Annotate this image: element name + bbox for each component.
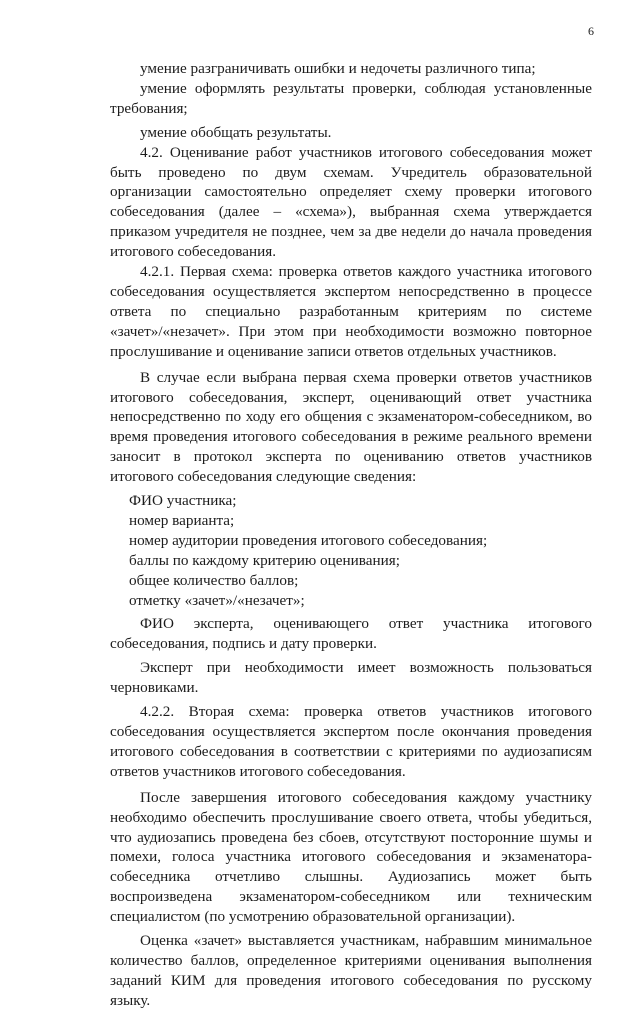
paragraph: ФИО эксперта, оценивающего ответ участника итогового собеседования, подпись и дату проверки. <box>110 615 592 653</box>
paragraph: 4.2.2. Вторая схема: проверка ответов участников итогового собеседования осуществляется экспертом после окончания проведения итогового собеседования в соответствии с критериями по аудиозаписям ответов участников итогового собеседования. <box>110 703 592 780</box>
list-item: номер аудитории проведения итогового собеседования; <box>129 531 488 549</box>
paragraph: После завершения итогового собеседования каждому участнику необходимо обеспечить прослушивание своего ответа, чтобы убедиться, что аудиозапись проведена без сбоев, отсутствуют посторонние шумы и помехи, голоса участника итогового собеседования и экзаменатора-собеседника отчетливо слышны. Аудиозапись может быть воспроизведена экзаменатором-собеседником или техническим специалистом (по усмотрению образовательной организации). <box>110 788 592 926</box>
list-item: номер варианта; <box>129 511 235 529</box>
paragraph: Эксперт при необходимости имеет возможность пользоваться черновиками. <box>110 659 592 697</box>
list-item: баллы по каждому критерию оценивания; <box>129 551 400 569</box>
list-item: умение оформлять результаты проверки, соблюдая установленные требования; <box>110 79 592 117</box>
list-item: ФИО участника; <box>129 492 237 510</box>
page-number: 6 <box>588 24 594 38</box>
list-item: умение обобщать результаты. <box>140 123 332 141</box>
paragraph: 4.2. Оценивание работ участников итогового собеседования может быть проведено по двум схемам. Учредитель образовательной организации самостоятельно определяет схему проверки итогового собеседования (далее – «схема»), выбранная схема утверждается приказом учредителя не позднее, чем за две недели до начала проведения итогового собеседования. <box>110 143 592 261</box>
list-item: умение разграничивать ошибки и недочеты различного типа; <box>140 60 536 77</box>
paragraph: В случае если выбрана первая схема проверки ответов участников итогового собеседования, эксперт, оценивающий ответ участника непосредственно по ходу его общения с экзаменатором-собеседником, во время проведения итогового собеседования в режиме реального времени заносит в протокол эксперта по оцениванию ответов участников итогового собеседования следующие сведения: <box>110 368 592 486</box>
list-item: отметку «зачет»/«незачет»; <box>129 591 305 609</box>
paragraph: Оценка «зачет» выставляется участникам, набравшим минимальное количество баллов, определенное критериями оценивания выполнения заданий КИМ для проведения итогового собеседования по русскому языку. <box>110 932 592 1009</box>
document-body <box>110 59 592 1011</box>
list-item: общее количество баллов; <box>129 571 299 589</box>
paragraph: 4.2.1. Первая схема: проверка ответов каждого участника итогового собеседования осуществляется экспертом непосредственно в процессе ответа по специально разработанным критериям по системе «зачет»/«незачет». При этом при необходимости возможно повторное прослушивание и оценивание записи ответов отдельных участников. <box>110 263 592 360</box>
